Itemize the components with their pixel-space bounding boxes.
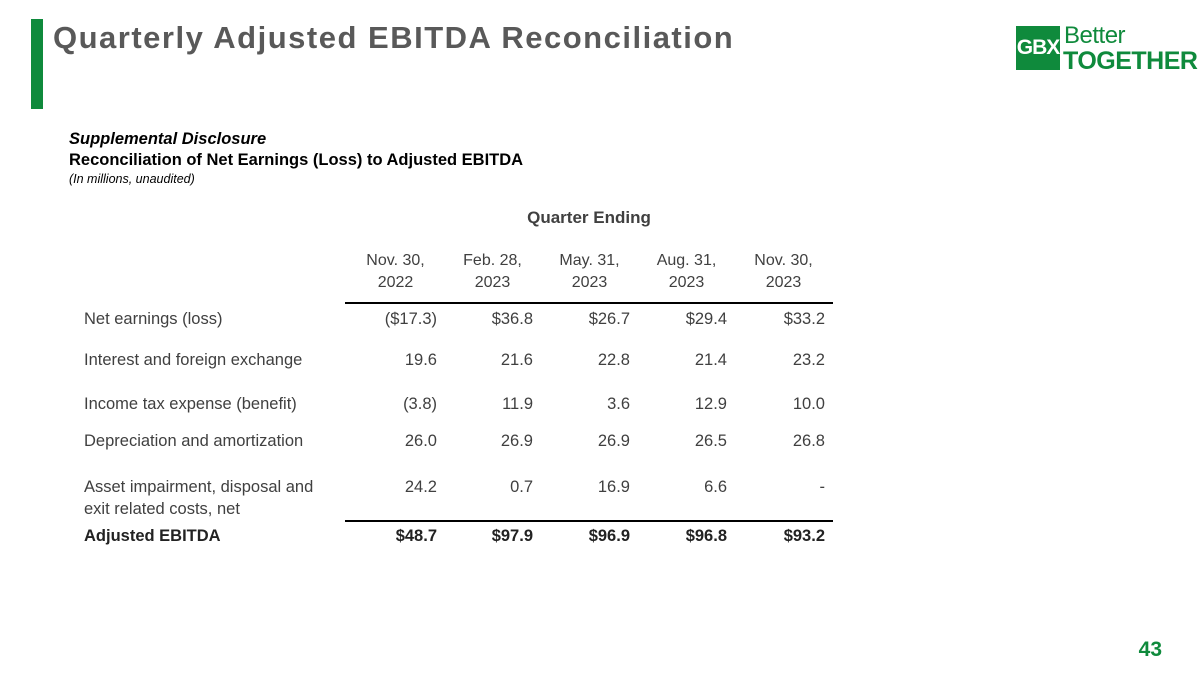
table-cell: 10.0 — [792, 395, 825, 413]
table-cell: $33.2 — [783, 310, 825, 328]
table-cell: ($17.3) — [384, 310, 437, 328]
table-cell: 24.2 — [404, 478, 437, 496]
page-number: 43 — [1138, 638, 1162, 661]
logo-tagline-better: Better — [1064, 22, 1126, 49]
table-cell: 11.9 — [502, 395, 533, 413]
table-cell: 26.9 — [500, 432, 533, 450]
row-label-line1: Asset impairment, disposal and — [84, 478, 314, 496]
column-header — [736, 250, 831, 294]
table-cell: 12.9 — [694, 395, 727, 413]
column-header-line1: May. 31, — [559, 252, 620, 269]
column-header — [445, 250, 540, 294]
column-header-line2: 2023 — [571, 274, 608, 291]
table-cell: 26.0 — [404, 432, 437, 450]
table-cell: 21.4 — [694, 351, 727, 369]
column-header — [542, 250, 637, 294]
column-header-line1: Aug. 31, — [656, 252, 717, 269]
table-cell: (3.8) — [403, 395, 437, 413]
row-label: Depreciation and amortization — [84, 432, 304, 450]
column-header-line2: 2023 — [765, 274, 802, 291]
column-header-line1: Nov. 30, — [366, 252, 425, 269]
table-cell: 26.9 — [597, 432, 630, 450]
total-cell: $96.9 — [588, 527, 630, 545]
logo-mark: GBX — [1016, 26, 1060, 70]
table-cell: 6.6 — [704, 478, 727, 496]
header-divider — [345, 302, 833, 304]
logo-tagline-together: TOGETHER — [1063, 47, 1198, 75]
units-note: (In millions, unaudited) — [69, 172, 195, 186]
table-cell: 16.9 — [597, 478, 630, 496]
total-cell: $93.2 — [783, 527, 825, 545]
total-cell: $48.7 — [395, 527, 437, 545]
table-cell: 19.6 — [404, 351, 437, 369]
row-label: Interest and foreign exchange — [84, 351, 303, 369]
column-header — [348, 250, 443, 294]
table-cell: 22.8 — [597, 351, 630, 369]
quarter-ending-header: Quarter Ending — [527, 208, 651, 227]
table-cell: $26.7 — [588, 310, 630, 328]
table-cell: $36.8 — [491, 310, 533, 328]
supplemental-heading: Supplemental Disclosure — [69, 130, 267, 148]
column-header-line2: 2023 — [668, 274, 705, 291]
column-header-line1: Nov. 30, — [754, 252, 813, 269]
total-divider — [345, 520, 833, 522]
column-header-line1: Feb. 28, — [463, 252, 522, 269]
column-header — [639, 250, 734, 294]
table-cell: 26.8 — [792, 432, 825, 450]
row-label: Net earnings (loss) — [84, 310, 223, 328]
row-label-line2: exit related costs, net — [84, 500, 240, 518]
row-label — [84, 476, 313, 520]
page-title: Quarterly Adjusted EBITDA Reconciliation — [53, 20, 735, 55]
table-cell: 3.6 — [607, 395, 630, 413]
reconciliation-heading: Reconciliation of Net Earnings (Loss) to Adjusted EBITDA — [69, 151, 524, 169]
table-cell: $29.4 — [685, 310, 727, 328]
total-label: Adjusted EBITDA — [84, 527, 221, 545]
column-header-line2: 2022 — [377, 274, 414, 291]
total-cell: $96.8 — [685, 527, 727, 545]
column-header-line2: 2023 — [474, 274, 511, 291]
table-cell: 26.5 — [694, 432, 727, 450]
total-cell: $97.9 — [491, 527, 533, 545]
table-cell: 0.7 — [510, 478, 533, 496]
table-cell: 23.2 — [792, 351, 825, 369]
row-label: Income tax expense (benefit) — [84, 395, 297, 413]
table-cell: 21.6 — [500, 351, 533, 369]
table-cell: - — [819, 478, 825, 496]
title-accent-bar — [31, 19, 43, 109]
